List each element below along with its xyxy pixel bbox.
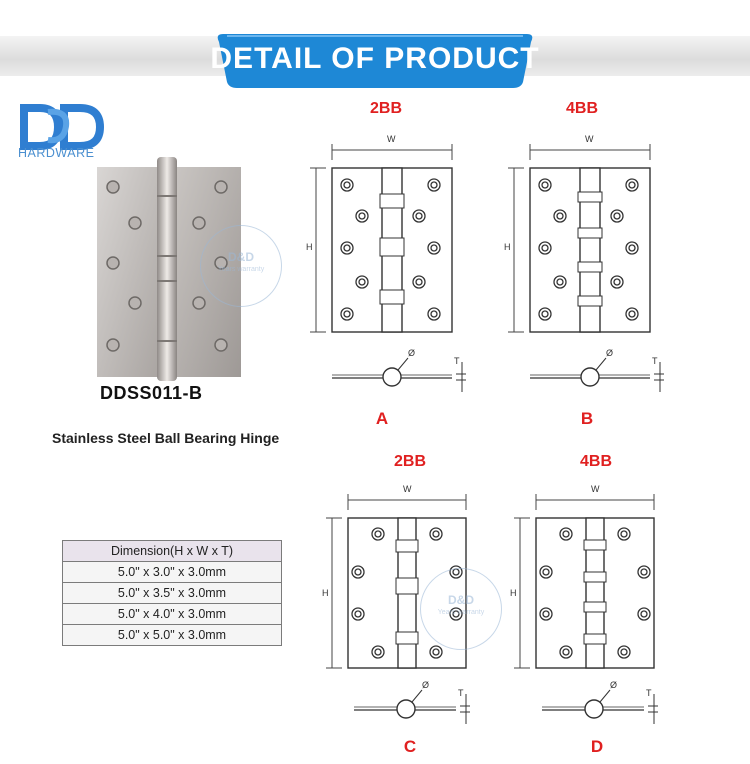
thickness-label: T bbox=[652, 356, 658, 366]
hinge-drawing-a bbox=[300, 130, 480, 400]
drawing-letter-d: D bbox=[590, 737, 604, 756]
table-cell: 5.0" x 3.0" x 3.0mm bbox=[63, 562, 282, 583]
page-title: DETAIL OF PRODUCT bbox=[210, 42, 540, 75]
height-label: H bbox=[510, 588, 517, 598]
drawing-type-d: 4BB bbox=[579, 453, 612, 470]
height-label: H bbox=[306, 242, 313, 252]
thickness-label: T bbox=[454, 356, 460, 366]
watermark-text: Years warranty bbox=[437, 609, 485, 616]
watermark-brand: D&D bbox=[228, 250, 254, 264]
table-row bbox=[63, 562, 282, 583]
drawing-type-b: 4BB bbox=[565, 100, 598, 117]
drawing-a bbox=[300, 130, 480, 400]
drawing-letter-c: C bbox=[403, 737, 417, 756]
table-row bbox=[63, 625, 282, 646]
thickness-label: T bbox=[646, 688, 652, 698]
diameter-label: Ø bbox=[422, 680, 430, 690]
table-cell: 5.0" x 3.5" x 3.0mm bbox=[63, 583, 282, 604]
drawing-d bbox=[504, 478, 684, 738]
watermark-stamp bbox=[420, 568, 502, 650]
table-cell: 5.0" x 5.0" x 3.0mm bbox=[63, 625, 282, 646]
height-label: H bbox=[504, 242, 511, 252]
watermark-stamp bbox=[200, 225, 282, 307]
dimension-table bbox=[62, 540, 282, 646]
diameter-label: Ø bbox=[408, 348, 416, 358]
table-header-cell: Dimension(H x W x T) bbox=[63, 541, 282, 562]
drawing-type-a: 2BB bbox=[369, 100, 402, 117]
diameter-label: Ø bbox=[606, 348, 614, 358]
watermark-text: Years warranty bbox=[217, 266, 265, 273]
width-label: W bbox=[387, 134, 396, 144]
drawing-letter-a: A bbox=[375, 409, 389, 428]
hinge-drawing-b bbox=[498, 130, 678, 400]
width-label: W bbox=[585, 134, 594, 144]
height-label: H bbox=[322, 588, 329, 598]
watermark-brand: D&D bbox=[448, 593, 474, 607]
width-label: W bbox=[591, 484, 600, 494]
drawing-letter-b: B bbox=[580, 409, 594, 428]
width-label: W bbox=[403, 484, 412, 494]
table-header-row bbox=[63, 541, 282, 562]
table-row bbox=[63, 583, 282, 604]
diameter-label: Ø bbox=[610, 680, 618, 690]
drawing-b bbox=[498, 130, 678, 400]
table-cell: 5.0" x 4.0" x 3.0mm bbox=[63, 604, 282, 625]
product-title: Stainless Steel Ball Bearing Hinge bbox=[52, 430, 280, 446]
thickness-label: T bbox=[458, 688, 464, 698]
model-number: DDSS011-B bbox=[100, 383, 203, 403]
drawing-type-c: 2BB bbox=[393, 453, 426, 470]
hinge-drawing-d bbox=[504, 478, 684, 738]
table-row bbox=[63, 604, 282, 625]
brand-subtitle: HARDWARE bbox=[18, 146, 95, 160]
